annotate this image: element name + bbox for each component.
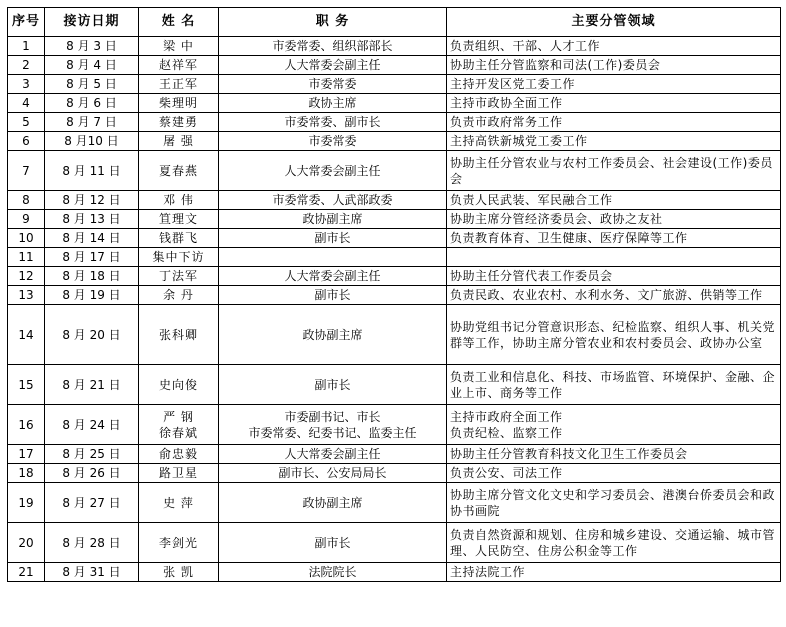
row-name: 张 凯 [139,563,219,582]
row-position: 市委常委、副市长 [219,113,447,132]
row-area: 协助主席分管文化文史和学习委员会、港澳台侨委员会和政协书画院 [447,483,781,523]
row-seq: 3 [8,75,45,94]
row-position: 副市长 [219,523,447,563]
row-area [447,248,781,267]
row-position [219,248,447,267]
row-name: 钱群飞 [139,229,219,248]
table-row [8,75,781,94]
row-name: 集中下访 [139,248,219,267]
row-position: 人大常委会副主任 [219,56,447,75]
row-seq: 21 [8,563,45,582]
row-seq: 20 [8,523,45,563]
row-area-line: 负责纪检、监察工作 [450,425,563,440]
table-row [8,132,781,151]
table-row [8,464,781,483]
row-area: 负责人民武装、军民融合工作 [447,191,781,210]
table-row [8,113,781,132]
row-date: 8 月 14 日 [45,229,139,248]
row-position: 市委常委 [219,132,447,151]
row-name: 夏春燕 [139,151,219,191]
row-name: 邓 伟 [139,191,219,210]
row-position: 人大常委会副主任 [219,267,447,286]
row-position: 政协副主席 [219,483,447,523]
row-seq: 16 [8,405,45,445]
row-area [447,405,781,445]
row-name: 梁 中 [139,37,219,56]
row-date: 8 月 11 日 [45,151,139,191]
row-seq: 19 [8,483,45,523]
table-row [8,267,781,286]
row-name: 丁法军 [139,267,219,286]
row-name: 赵祥军 [139,56,219,75]
row-name [139,405,219,445]
table-row [8,37,781,56]
row-date: 8 月 3 日 [45,37,139,56]
table-row [8,563,781,582]
row-date: 8 月 18 日 [45,267,139,286]
row-area: 主持法院工作 [447,563,781,582]
row-name: 蔡建勇 [139,113,219,132]
row-position: 政协主席 [219,94,447,113]
table-row [8,483,781,523]
row-seq: 18 [8,464,45,483]
table-row [8,286,781,305]
table-row [8,210,781,229]
row-position: 副市长 [219,229,447,248]
row-name: 张科卿 [139,305,219,365]
row-position: 政协副主席 [219,210,447,229]
row-name-line: 严 钢 [163,409,194,424]
row-date: 8 月 28 日 [45,523,139,563]
row-name: 余 丹 [139,286,219,305]
row-seq: 13 [8,286,45,305]
table-row [8,523,781,563]
header-area: 主要分管领域 [447,8,781,37]
row-name: 李剑光 [139,523,219,563]
row-area: 协助主席分管经济委员会、政协之友社 [447,210,781,229]
row-area: 负责教育体育、卫生健康、医疗保障等工作 [447,229,781,248]
table-row [8,305,781,365]
row-date: 8 月 17 日 [45,248,139,267]
row-name: 笪理文 [139,210,219,229]
row-name: 路卫星 [139,464,219,483]
row-area: 协助主任分管教育科技文化卫生工作委员会 [447,445,781,464]
row-seq: 9 [8,210,45,229]
row-position-line: 市委副书记、市长 [284,409,381,424]
row-date: 8 月 25 日 [45,445,139,464]
table-row [8,445,781,464]
row-seq: 2 [8,56,45,75]
row-seq: 4 [8,94,45,113]
table-row [8,365,781,405]
row-position [219,405,447,445]
row-date: 8 月 7 日 [45,113,139,132]
row-area: 协助主任分管代表工作委员会 [447,267,781,286]
row-name-line: 徐春斌 [158,425,198,440]
row-name: 史向俊 [139,365,219,405]
row-seq: 10 [8,229,45,248]
row-date: 8 月 5 日 [45,75,139,94]
row-position: 法院院长 [219,563,447,582]
row-area: 负责民政、农业农村、水利水务、文广旅游、供销等工作 [447,286,781,305]
row-position: 副市长、公安局局长 [219,464,447,483]
table-row [8,56,781,75]
table-row [8,94,781,113]
row-name: 王正军 [139,75,219,94]
table-row [8,229,781,248]
row-date: 8 月 6 日 [45,94,139,113]
row-date: 8 月 4 日 [45,56,139,75]
row-area: 负责组织、干部、人才工作 [447,37,781,56]
header-seq: 序号 [8,8,45,37]
row-date: 8 月 26 日 [45,464,139,483]
row-seq: 8 [8,191,45,210]
row-area: 主持高铁新城党工委工作 [447,132,781,151]
row-position-line: 市委常委、纪委书记、监委主任 [248,425,417,440]
row-seq: 15 [8,365,45,405]
row-date: 8 月 13 日 [45,210,139,229]
row-seq: 11 [8,248,45,267]
row-date: 8 月 19 日 [45,286,139,305]
row-seq: 7 [8,151,45,191]
row-date: 8 月 12 日 [45,191,139,210]
table-row [8,405,781,445]
row-area: 主持市政协全面工作 [447,94,781,113]
row-seq: 5 [8,113,45,132]
header-position: 职 务 [219,8,447,37]
header-date: 接访日期 [45,8,139,37]
row-position: 副市长 [219,286,447,305]
row-position: 市委常委 [219,75,447,94]
row-position: 人大常委会副主任 [219,445,447,464]
schedule-table [7,7,781,582]
table-row [8,191,781,210]
row-area: 协助党组书记分管意识形态、纪检监察、组织人事、机关党群等工作，协助主席分管农业和农村委员会、政协办公室 [447,305,781,365]
row-area: 负责工业和信息化、科技、市场监管、环境保护、金融、企业上市、商务等工作 [447,365,781,405]
row-date: 8 月 27 日 [45,483,139,523]
row-date: 8 月 20 日 [45,305,139,365]
row-area: 主持开发区党工委工作 [447,75,781,94]
row-area: 负责市政府常务工作 [447,113,781,132]
row-seq: 1 [8,37,45,56]
row-name: 史 萍 [139,483,219,523]
row-seq: 12 [8,267,45,286]
row-seq: 14 [8,305,45,365]
row-area: 负责公安、司法工作 [447,464,781,483]
header-name: 姓 名 [139,8,219,37]
row-position: 政协副主席 [219,305,447,365]
row-name: 柴理明 [139,94,219,113]
row-position: 市委常委、组织部部长 [219,37,447,56]
row-date: 8 月 24 日 [45,405,139,445]
row-area: 协助主任分管监察和司法(工作)委员会 [447,56,781,75]
table-row [8,248,781,267]
row-area: 负责自然资源和规划、住房和城乡建设、交通运输、城市管理、人民防空、住房公积金等工作 [447,523,781,563]
row-date: 8 月10 日 [45,132,139,151]
row-seq: 6 [8,132,45,151]
table-row [8,151,781,191]
row-position: 副市长 [219,365,447,405]
row-date: 8 月 21 日 [45,365,139,405]
row-seq: 17 [8,445,45,464]
row-name: 俞忠毅 [139,445,219,464]
row-position: 人大常委会副主任 [219,151,447,191]
row-name: 屠 强 [139,132,219,151]
row-area-line: 主持市政府全面工作 [450,409,563,424]
row-date: 8 月 31 日 [45,563,139,582]
row-position: 市委常委、人武部政委 [219,191,447,210]
header-row [8,8,781,37]
row-area: 协助主任分管农业与农村工作委员会、社会建设(工作)委员会 [447,151,781,191]
